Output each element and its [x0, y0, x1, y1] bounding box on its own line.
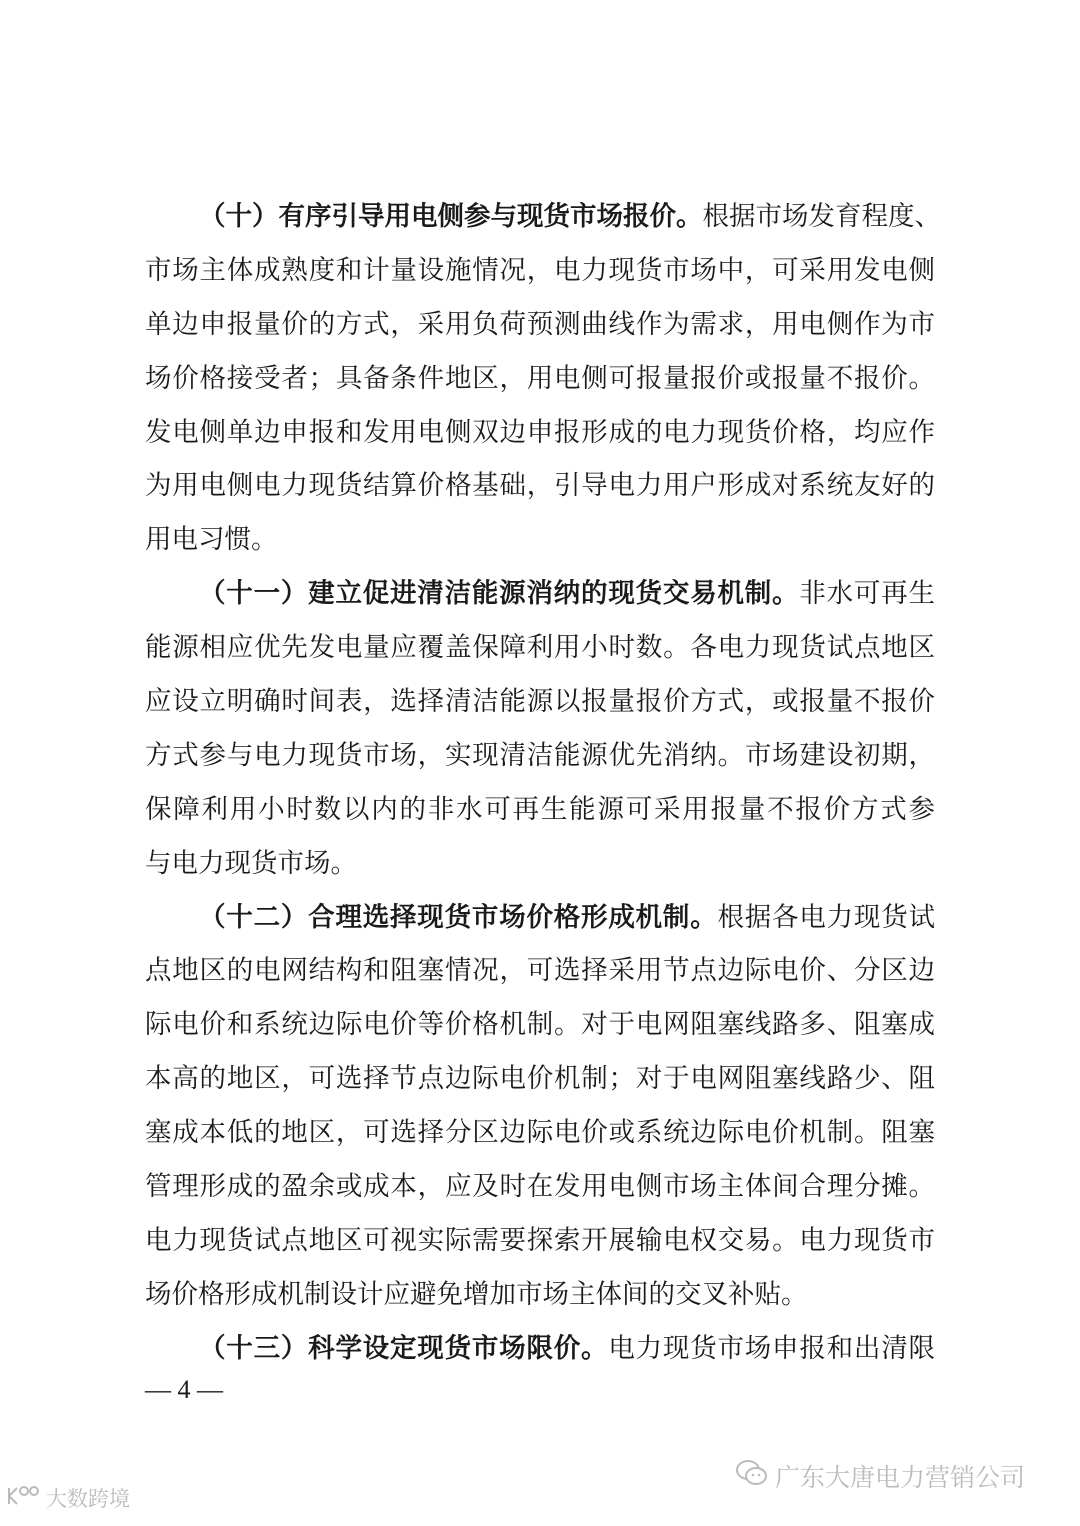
paragraph-line — [145, 729, 935, 783]
paragraph-line — [145, 675, 935, 729]
paragraph-line — [145, 406, 935, 460]
line-text: 能源相应优先发电量应覆盖保障利用小时数。各电力现货试点地区 — [145, 632, 935, 664]
section-heading: （十二）合理选择现货市场价格形成机制。 — [199, 901, 718, 933]
paragraph-line — [145, 1106, 935, 1160]
line-text: 点地区的电网结构和阻塞情况，可选择采用节点边际电价、分区边 — [145, 955, 935, 987]
site-watermark — [6, 1483, 130, 1513]
paragraph-line — [145, 944, 935, 998]
line-text: 非水可再生 — [799, 578, 936, 610]
line-text: 管理形成的盈余或成本，应及时在发用电侧市场主体间合理分摊。 — [145, 1171, 935, 1203]
document-body — [145, 190, 941, 1376]
paragraph-line — [145, 1268, 935, 1322]
wechat-watermark — [735, 1458, 1025, 1494]
line-text: 本高的地区，可选择节点边际电价机制；对于电网阻塞线路少、阻 — [145, 1063, 935, 1095]
line-text: 为用电侧电力现货结算价格基础，引导电力用户形成对系统友好的 — [145, 470, 935, 502]
line-text: 根据各电力现货试 — [717, 901, 936, 933]
page-number: — 4 — — [145, 1375, 223, 1404]
paragraph-line — [145, 190, 941, 244]
wechat-icon — [735, 1458, 769, 1494]
line-text: 场价格形成机制设计应避免增加市场主体间的交叉补贴。 — [145, 1278, 808, 1310]
site-name: 大数跨境 — [46, 1487, 130, 1511]
paragraph-line — [145, 621, 935, 675]
line-text: 与电力现货市场。 — [145, 847, 357, 879]
section-heading: （十一）建立促进清洁能源消纳的现货交易机制。 — [199, 578, 800, 610]
line-text: 应设立明确时间表，选择清洁能源以报量报价方式，或报量不报价 — [145, 686, 935, 718]
site-logo-icon — [6, 1484, 42, 1513]
paragraph-line — [145, 244, 935, 298]
paragraph-line — [145, 298, 935, 352]
paragraph-line — [145, 352, 935, 406]
paragraph-line — [145, 513, 935, 567]
paragraph-line — [145, 567, 935, 621]
line-text: 保障利用小时数以内的非水可再生能源可采用报量不报价方式参 — [145, 793, 935, 825]
line-text: 电力现货市场申报和出清限 — [608, 1332, 936, 1364]
paragraph-line — [145, 998, 935, 1052]
paragraph-line — [145, 891, 935, 945]
line-text: 塞成本低的地区，可选择分区边际电价或系统边际电价机制。阻塞 — [145, 1117, 935, 1149]
line-text: 用电习惯。 — [145, 524, 278, 556]
section-heading: （十三）科学设定现货市场限价。 — [199, 1332, 609, 1364]
line-text: 单边申报量价的方式，采用负荷预测曲线作为需求，用电侧作为市 — [145, 308, 935, 340]
line-text: 根据市场发育程度、 — [702, 201, 941, 232]
line-text: 际电价和系统边际电价等价格机制。对于电网阻塞线路多、阻塞成 — [145, 1009, 935, 1041]
line-text: 市场主体成熟度和计量设施情况，电力现货市场中，可采用发电侧 — [145, 254, 935, 286]
paragraph-line — [145, 837, 935, 891]
line-text: 电力现货试点地区可视实际需要探索开展输电权交易。电力现货市 — [145, 1224, 935, 1256]
paragraph-line — [145, 1322, 935, 1376]
paragraph-line — [145, 1160, 935, 1214]
wechat-account-name: 广东大唐电力营销公司 — [775, 1463, 1026, 1492]
section-heading: （十）有序引导用电侧参与现货市场报价。 — [199, 201, 703, 232]
line-text: 场价格接受者；具备条件地区，用电侧可报量报价或报量不报价。 — [145, 362, 935, 394]
paragraph-line — [145, 1052, 935, 1106]
paragraph-line — [145, 783, 935, 837]
paragraph-line — [145, 459, 935, 513]
line-text: 方式参与电力现货市场，实现清洁能源优先消纳。市场建设初期， — [145, 739, 935, 771]
line-text: 发电侧单边申报和发用电侧双边申报形成的电力现货价格，均应作 — [145, 416, 935, 448]
paragraph-line — [145, 1214, 935, 1268]
